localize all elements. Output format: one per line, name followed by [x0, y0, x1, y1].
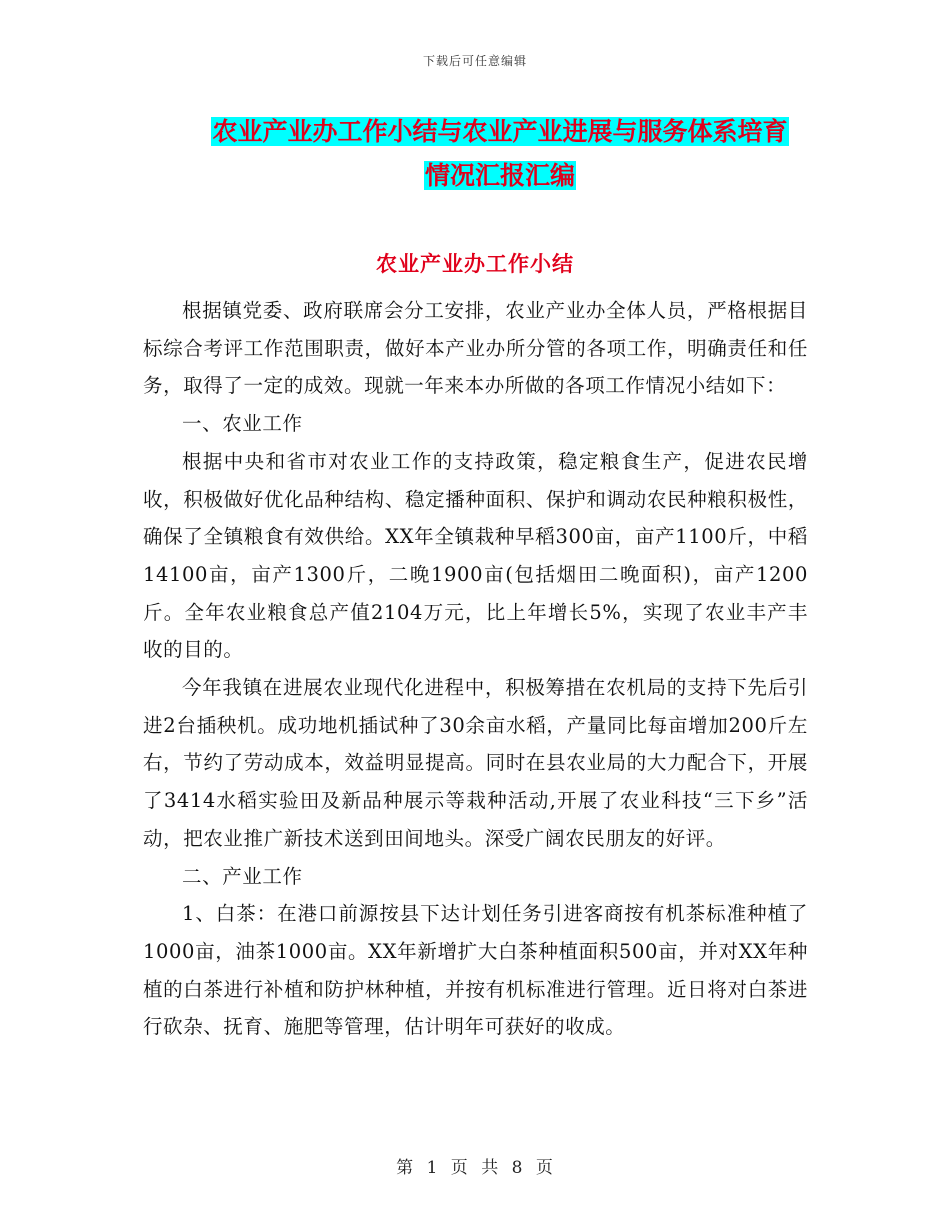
document-title-line-1: 农业产业办工作小结与农业产业进展与服务体系培育: [212, 117, 788, 146]
document-title-line-2: 情况汇报汇编: [424, 161, 575, 190]
document-body: [143, 292, 808, 1046]
heading-industry-work: 二、产业工作: [182, 864, 303, 888]
page-footer: 第 1 页 共 8 页: [396, 1158, 554, 1178]
paragraph-white-tea: 1、白茶：在港口前源按县下达计划任务引进客商按有机茶标准种植了1000亩，油茶1000亩。XX年新增扩大白茶种植面积500亩，并对XX年种植的白茶进行补植和防护林种植，并按有机标准进行管理。近日将对白茶进行砍杂、抚育、施肥等管理，估计明年可获好的收成。: [143, 902, 808, 1039]
section-title: 农业产业办工作小结: [376, 252, 574, 276]
page-header-note: 下载后可任意编辑: [422, 54, 527, 68]
heading-agriculture-work: 一、农业工作: [182, 412, 303, 436]
paragraph-intro: 根据镇党委、政府联席会分工安排，农业产业办全体人员，严格根据目标综合考评工作范围职责，做好本产业办所分管的各项工作，明确责任和任务，取得了一定的成效。现就一年来本办所做的各项工作情况小结如下：: [143, 299, 808, 398]
paragraph-modernization: 今年我镇在进展农业现代化进程中，积极筹措在农机局的支持下先后引进2台插秧机。成功地机插试种了30余亩水稻，产量同比每亩增加200斤左右，节约了劳动成本，效益明显提高。同时在县农业局的大力配合下，开展了3414水稻实验田及新品种展示等栽种活动,开展了农业科技“三下乡”活动，把农业推广新技术送到田间地头。深受广阔农民朋友的好评。: [143, 676, 808, 850]
paragraph-grain-production: 根据中央和省市对农业工作的支持政策，稳定粮食生产，促进农民增收，积极做好优化品种结构、稳定播种面积、保护和调动农民种粮积极性，确保了全镇粮食有效供给。XX年全镇栽种早稻300亩，亩产1100斤，中稻14100亩，亩产1300斤，二晚1900亩(包括烟田二晚面积)，亩产1200斤。全年农业粮食总产值2104万元，比上年增长5%，实现了农业丰产丰收的目的。: [143, 449, 808, 662]
document-title: [140, 110, 860, 198]
